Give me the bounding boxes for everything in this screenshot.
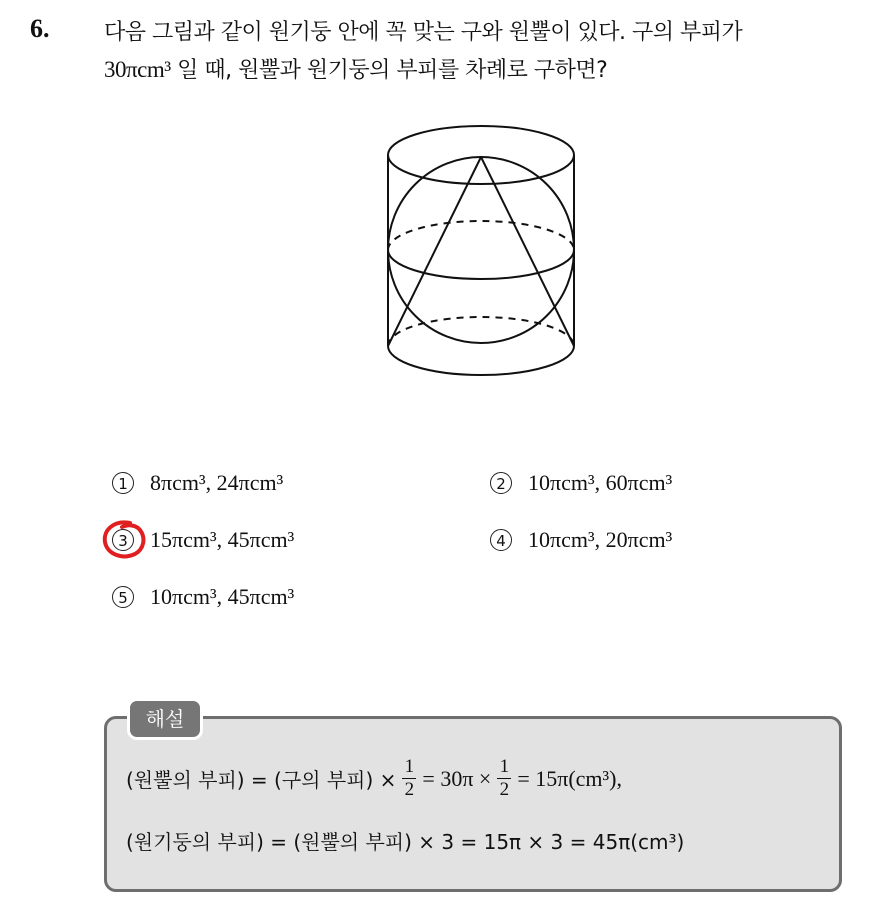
- answer-circle-mark: [100, 518, 150, 562]
- choice-2[interactable]: [490, 470, 672, 496]
- solution-box: [104, 716, 842, 892]
- cone-left-edge: [388, 157, 481, 346]
- fraction-numerator: 1: [404, 756, 415, 777]
- choice-number: 1: [112, 472, 134, 494]
- choice-number: 2: [490, 472, 512, 494]
- solution-line-2: [126, 826, 684, 855]
- choice-text: 10πcm³, 20πcm³: [528, 527, 673, 552]
- choice-number: 3: [112, 529, 134, 551]
- choice-text: 8πcm³, 24πcm³: [150, 470, 284, 495]
- choice-number: 4: [490, 529, 512, 551]
- choice-text: 15πcm³, 45πcm³: [150, 527, 295, 552]
- solution-line-1-part-a: (원뿔의 부피) = (구의 부피) ×: [126, 768, 397, 792]
- solution-tab: 해설: [127, 698, 203, 740]
- question-volume: 30πcm³: [104, 57, 171, 82]
- cylinder-sphere-cone-figure: [380, 120, 580, 390]
- cylinder-bottom-front: [388, 346, 574, 375]
- fraction-denominator: 2: [404, 779, 415, 800]
- fraction-one-half: [402, 756, 416, 801]
- choice-text: 10πcm³, 45πcm³: [150, 584, 295, 609]
- choice-1[interactable]: [112, 470, 283, 496]
- question-line-2-text: 일 때, 원뿔과 원기둥의 부피를 차례로 구하면?: [170, 58, 608, 83]
- fraction-one-half: [497, 756, 511, 801]
- choice-5[interactable]: [112, 584, 294, 610]
- solution-line-1: [126, 756, 622, 801]
- choice-number: 5: [112, 586, 134, 608]
- question-number: 6.: [30, 14, 50, 43]
- solution-line-1-part-c: = 15π(cm³),: [517, 765, 622, 791]
- question-line-2: [104, 51, 864, 89]
- cylinder-bottom-back: [388, 317, 574, 346]
- choice-4[interactable]: [490, 527, 672, 553]
- cylinder-top-ellipse: [388, 126, 574, 184]
- sphere-equator-front: [388, 250, 574, 279]
- solution-line-1-part-b: = 30π ×: [422, 765, 492, 791]
- fraction-numerator: 1: [499, 756, 510, 777]
- sphere-equator-back: [388, 221, 574, 250]
- solution-line-2-text: (원기둥의 부피) = (원뿔의 부피) × 3 = 15π × 3 = 45π(cm³): [126, 830, 685, 854]
- question-line-1: 다음 그림과 같이 원기둥 안에 꼭 맞는 구와 원뿔이 있다. 구의 부피가: [104, 20, 743, 45]
- choice-text: 10πcm³, 60πcm³: [528, 470, 673, 495]
- fraction-denominator: 2: [499, 779, 510, 800]
- cone-right-edge: [481, 157, 574, 346]
- question-text: [104, 14, 864, 89]
